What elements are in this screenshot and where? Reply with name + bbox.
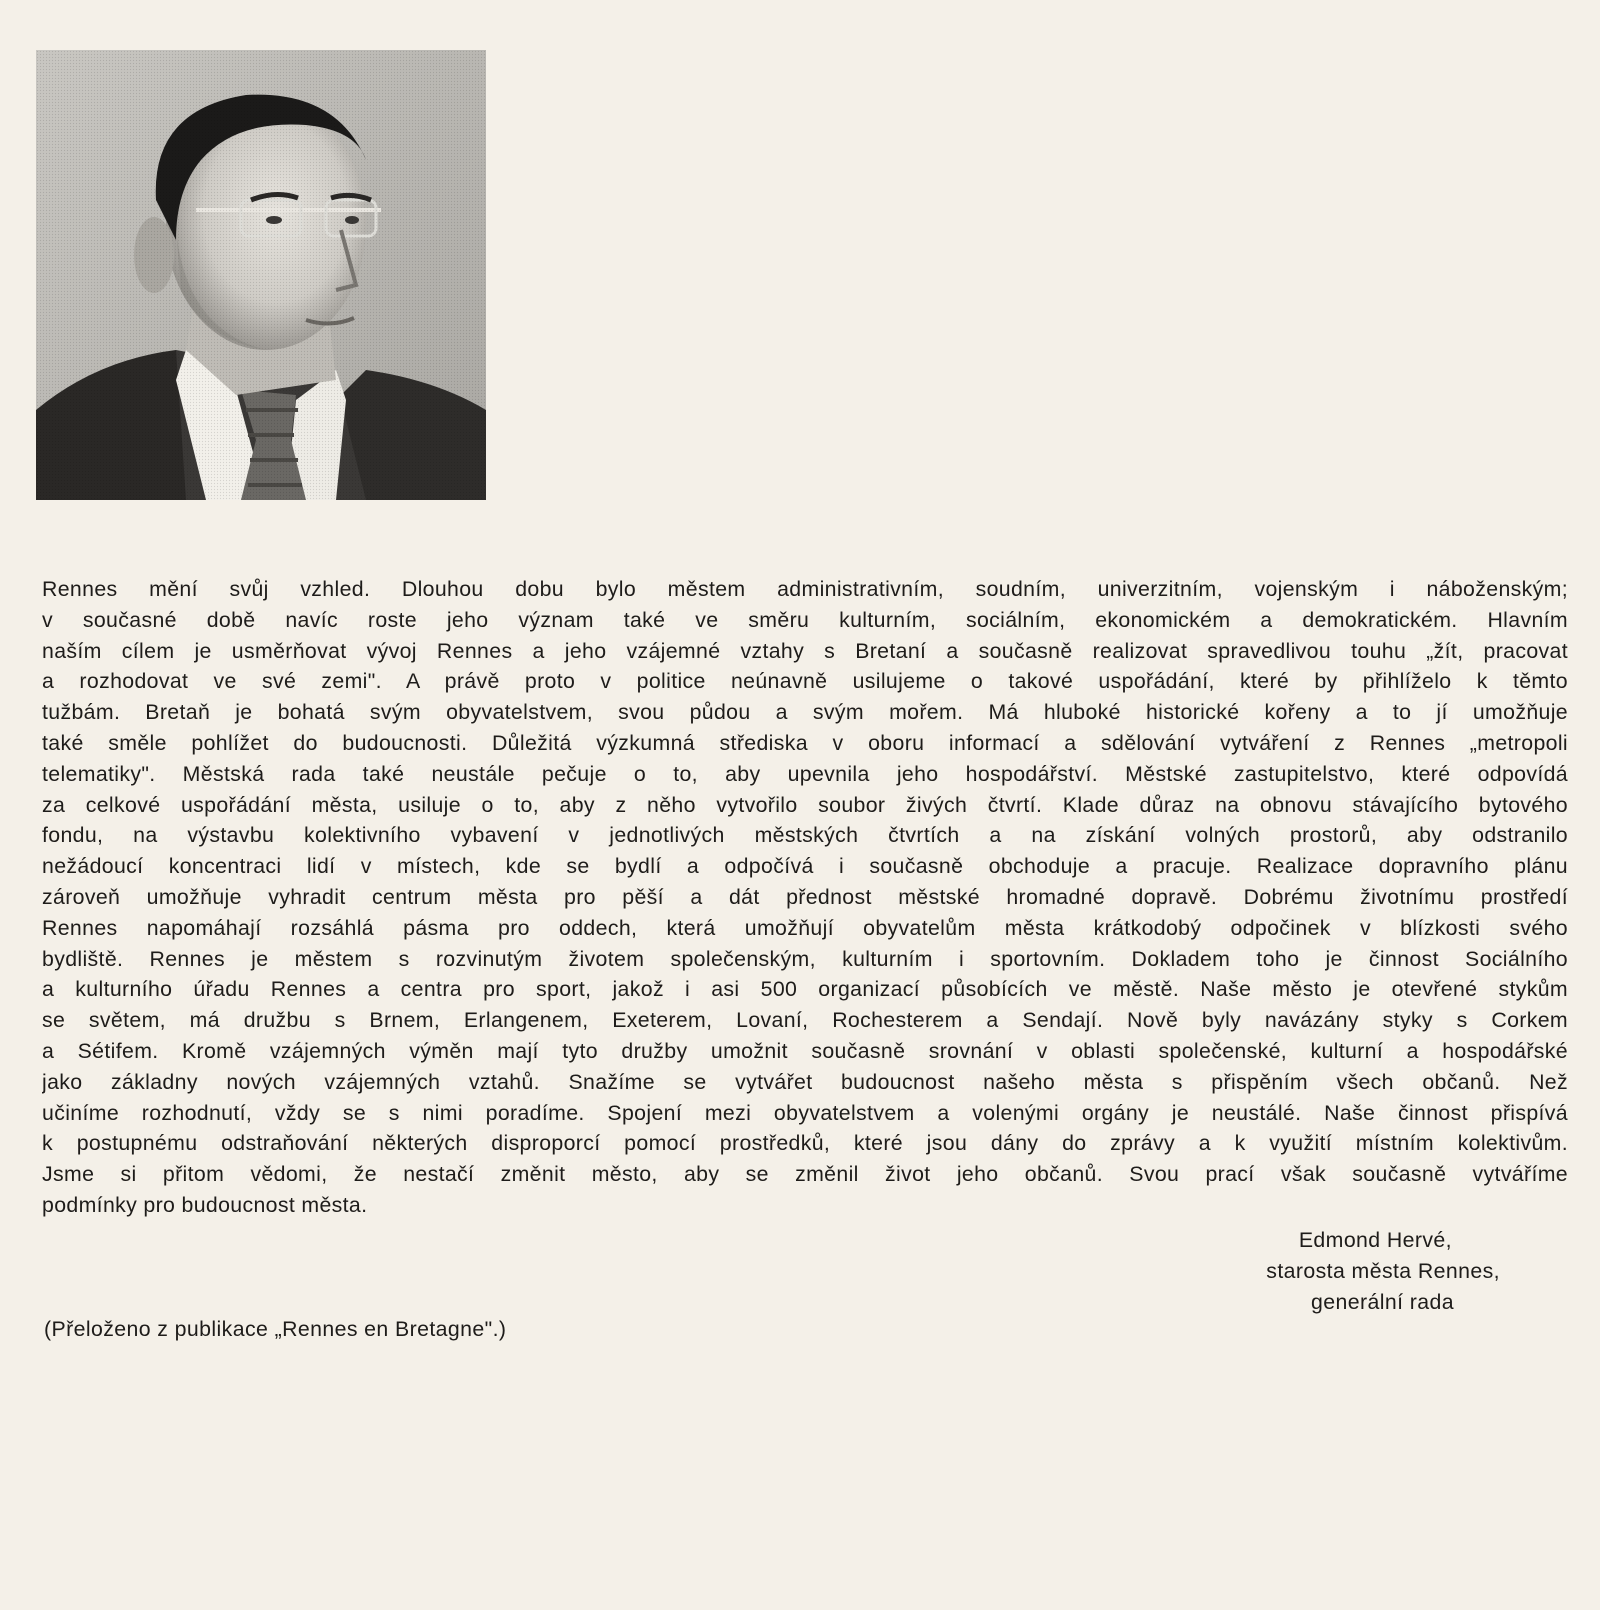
body-line: Rennes napomáhají rozsáhlá pásma pro oddech, která umožňují obyvatelům města krátkodobý odpočinek v blízkosti svého	[42, 915, 1568, 940]
portrait-photo	[36, 50, 486, 500]
body-line: podmínky pro budoucnost města.	[42, 1192, 368, 1217]
body-line: telematiky". Městská rada také neustále pečuje o to, aby upevnila jeho hospodářství. Městské zastupitelstvo, které odpovídá	[42, 761, 1568, 786]
body-line: Rennes mění svůj vzhled. Dlouhou dobu bylo městem administrativním, soudním, univerzitním, vojenským i náboženským;	[42, 577, 1568, 601]
signature-role: generální rada	[1311, 1290, 1454, 1314]
body-line: k postupnému odstraňování některých disproporcí pomocí prostředků, které jsou dány do zprávy a k využití místním kolektivům.	[42, 1131, 1568, 1156]
body-line: Jsme si přitom vědomi, že nestačí změnit město, aby se změnil život jeho občanů. Svou prací však současně vytváříme	[42, 1162, 1568, 1187]
body-line: za celkové uspořádání města, usiluje o to, aby z něho vytvořilo soubor živých čtvrtí. Klade důraz na obnovu stávajícího bytového	[42, 792, 1568, 817]
body-line: a kulturního úřadu Rennes a centra pro sport, jakož i asi 500 organizací působících ve městě. Naše město je otevřené stykům	[42, 977, 1568, 1002]
body-line: také směle pohlížet do budoucnosti. Důležitá výzkumná střediska v oboru informací a sdělování vytváření z Rennes „metropoli	[42, 730, 1568, 755]
body-line: a Sétifem. Kromě vzájemných výměn mají tyto družby umožnit současně srovnání v oblasti společenské, kulturní a hospodářské	[42, 1038, 1568, 1063]
body-line: v současné době navíc roste jeho význam také ve směru kulturním, sociálním, ekonomickém a demokratickém. Hlavním	[42, 607, 1568, 632]
signature-name: Edmond Hervé,	[1298, 1228, 1452, 1252]
body-line: jako základny nových vzájemných vztahů. Snažíme se vytvářet budoucnost našeho města s přispěním všech občanů. Než	[42, 1069, 1568, 1094]
body-line: učiníme rozhodnutí, vždy se s nimi poradíme. Spojení mezi obyvatelstvem a volenými orgány je neustálé. Naše činnost přispívá	[42, 1100, 1568, 1125]
body-line: fondu, na výstavbu kolektivního vybavení v jednotlivých městských čtvrtích a na získání volných prostorů, aby odstranilo	[42, 823, 1568, 848]
body-line: tužbám. Bretaň je bohatá svým obyvatelstvem, svou půdou a svým mořem. Má hluboké historické kořeny a to jí umožňuje	[42, 700, 1568, 725]
body-line: naším cílem je usměrňovat vývoj Rennes a jeho vzájemné vztahy s Bretaní a současně realizovat spravedlivou touhu „žít, pracovat	[42, 638, 1568, 663]
source-note: (Přeloženo z publikace „Rennes en Bretagne".)	[44, 1317, 507, 1341]
body-line: a rozhodovat ve své zemi". A právě proto v politice neúnavně usilujeme o takové uspořádání, které by přihlíželo k těmto	[42, 669, 1568, 694]
body-line: se světem, má družbu s Brnem, Erlangenem, Exeterem, Lovaní, Rochesterem a Sendají. Nově byly navázány styky s Corkem	[42, 1008, 1568, 1033]
article-body	[42, 574, 1568, 1221]
body-line: zároveň umožňuje vyhradit centrum města pro pěší a dát přednost městské hromadné dopravě. Dobrému životnímu prostředí	[42, 884, 1568, 909]
body-line: bydliště. Rennes je městem s rozvinutým životem společenským, kulturním i sportovním. Dokladem toho je činnost Sociálního	[42, 946, 1568, 971]
signature-block	[1100, 1225, 1500, 1318]
body-line: nežádoucí koncentraci lidí v místech, kde se bydlí a odpočívá i současně obchoduje a pracuje. Realizace dopravního plánu	[42, 854, 1568, 879]
signature-title: starosta města Rennes,	[1266, 1259, 1500, 1283]
